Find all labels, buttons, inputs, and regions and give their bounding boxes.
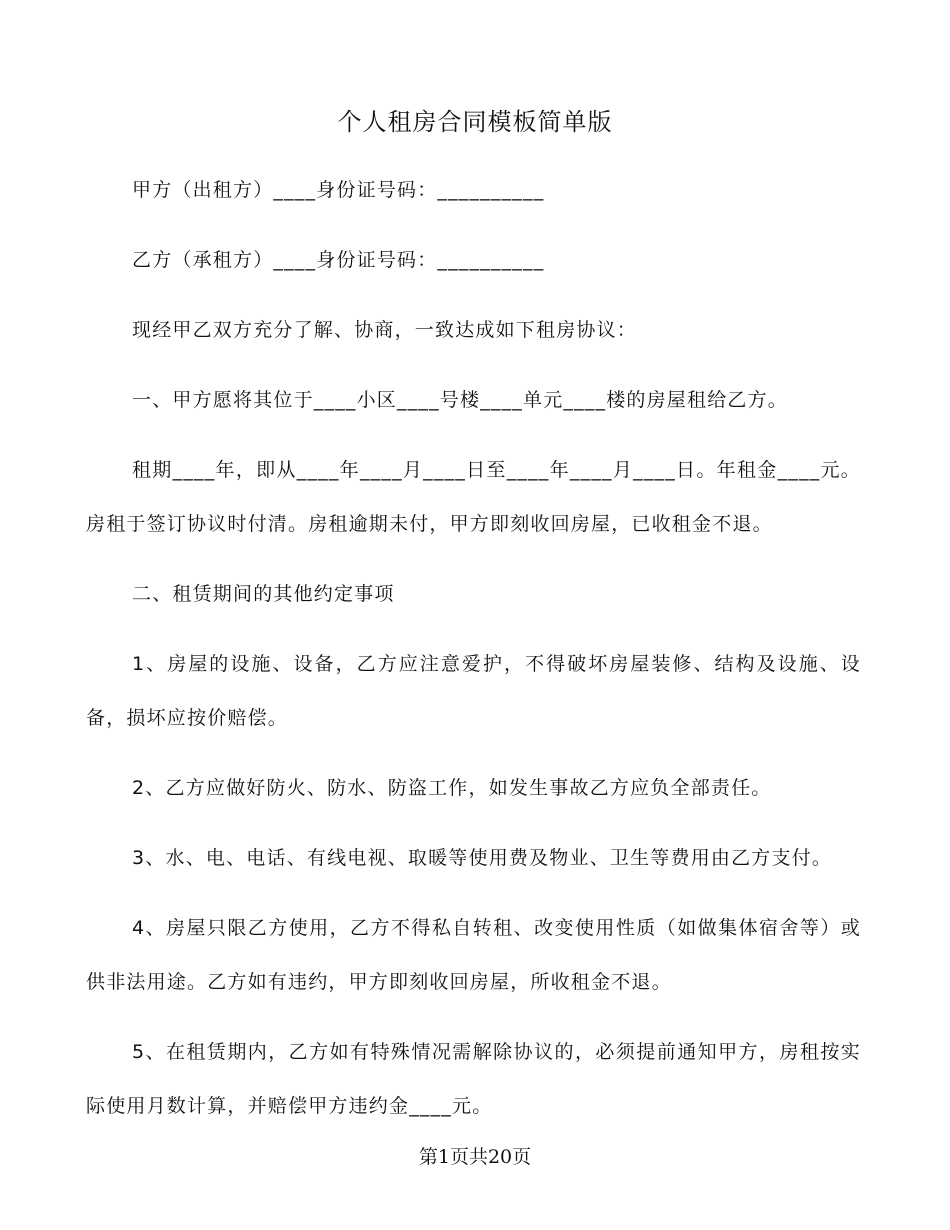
party-a-line: 甲方（出租方）____身份证号码：__________ <box>132 179 545 201</box>
clause-1-paragraph: 一、甲方愿将其位于____小区____号楼____单元____楼的房屋租给乙方。 <box>132 389 789 411</box>
document-body <box>86 163 861 1133</box>
preamble-paragraph: 现经甲乙双方充分了解、协商，一致达成如下租房协议： <box>132 319 638 341</box>
clause-2-heading: 二、租赁期间的其他约定事项 <box>132 583 395 605</box>
item-3-paragraph: 3、水、电、电话、有线电视、取暖等使用费及物业、卫生等费用由乙方支付。 <box>132 847 833 869</box>
item-2-paragraph: 2、乙方应做好防火、防水、防盗工作，如发生事故乙方应负全部责任。 <box>132 777 772 799</box>
party-b-line: 乙方（承租方）____身份证号码：__________ <box>132 249 545 271</box>
page-indicator: 第1页共20页 <box>418 1146 532 1168</box>
item-1-paragraph: 1、房屋的设施、设备，乙方应注意爱护，不得破坏房屋装修、结构及设施、设备，损坏应按价赔偿。 <box>86 653 861 729</box>
lease-term-paragraph: 租期____年，即从____年____月____日至____年____月____日。年租金____元。房租于签订协议时付清。房租逾期未付，甲方即刻收回房屋，已收租金不退。 <box>86 459 861 535</box>
item-4-paragraph: 4、房屋只限乙方使用，乙方不得私自转租、改变使用性质（如做集体宿舍等）或供非法用途。乙方如有违约，甲方即刻收回房屋，所收租金不退。 <box>86 917 861 993</box>
item-5-paragraph: 5、在租赁期内，乙方如有特殊情况需解除协议的，必须提前通知甲方，房租按实际使用月数计算，并赔偿甲方违约金____元。 <box>86 1041 861 1117</box>
document-title: 个人租房合同模板简单版 <box>337 108 613 136</box>
